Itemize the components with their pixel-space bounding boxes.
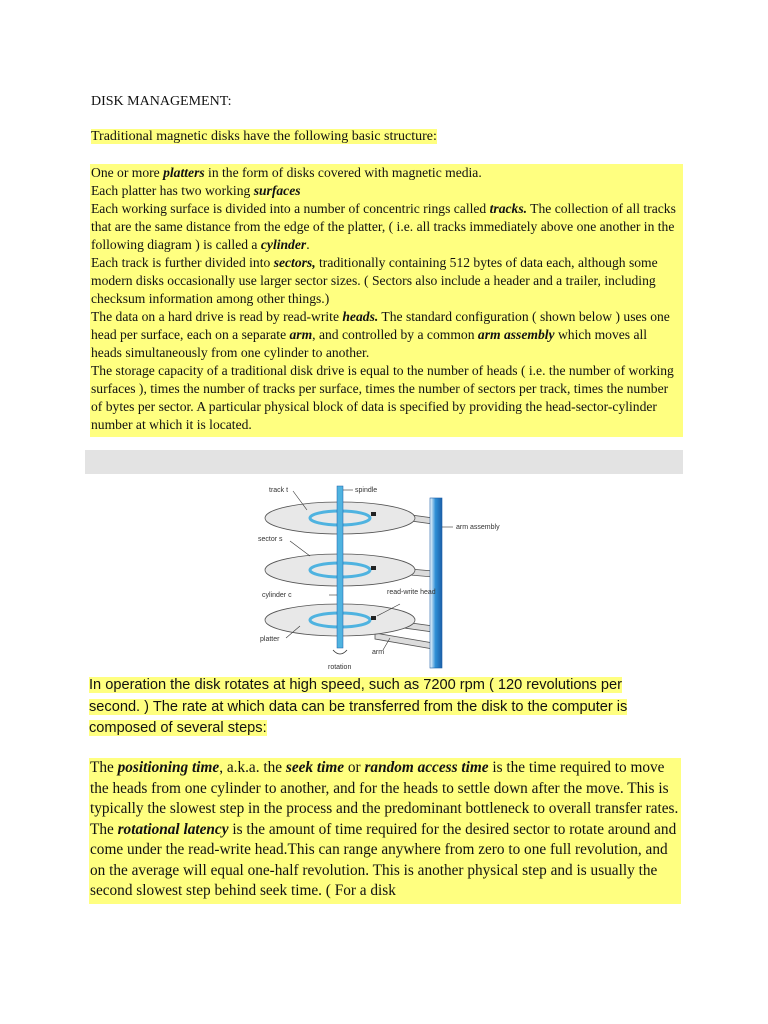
text-run: , and controlled by a common	[312, 327, 478, 342]
label-arm-assembly: arm assembly	[456, 524, 500, 531]
key-term: random access time	[364, 759, 489, 776]
text-run: The collection of all tracks that are the same distance from the edge of the platter, ( i.e. all tracks immediately above one another in the following diagram ) is called a	[91, 201, 676, 252]
key-term: arm	[289, 327, 313, 342]
text-run: is the time required to move the heads from one cylinder to another, and for the heads to settle down after the move. This is typically the slowest step in the process and the predominant bottleneck to overall transfer rates.	[90, 759, 679, 817]
label-sector: sector s	[258, 536, 283, 543]
text-run: The data on a hard drive is read by read-write	[91, 309, 343, 324]
label-arm: arm	[372, 649, 385, 656]
text-run: which moves all heads simultaneously from one cylinder to another.	[91, 327, 648, 360]
structure-paragraph	[91, 308, 681, 362]
timing-paragraph	[90, 820, 679, 902]
operation-paragraph	[89, 675, 671, 740]
spindle	[337, 486, 343, 648]
intro-text: Traditional magnetic disks have the following basic structure:	[91, 129, 437, 144]
rotation-arrow	[333, 650, 347, 654]
key-term: seek time	[285, 759, 345, 776]
timing-paragraph	[90, 758, 679, 820]
structure-paragraph	[91, 254, 681, 308]
arm-assembly-column	[430, 498, 442, 668]
key-term: sectors,	[273, 255, 316, 270]
structure-paragraph	[91, 182, 681, 200]
disk-structure-diagram	[255, 478, 525, 673]
text-run: traditionally containing 512 bytes of data each, although some modern disks occasionally use larger sector sizes. ( Sectors also include a header and a trailer, including checksum information among other things.)	[91, 255, 658, 306]
key-term: tracks.	[489, 201, 528, 216]
disk-structure-block	[90, 164, 683, 437]
text-run: The storage capacity of a traditional disk drive is equal to the number of heads ( i.e. the number of working surfaces ), times the number of tracks per surface, times the number of sectors per track, times the number of bytes per sector. A particular physical block of data is specified by providing the head-sector-cylinder number at which it is located.	[91, 363, 674, 432]
text-run: Each platter has two working	[91, 183, 254, 198]
label-spindle: spindle	[355, 487, 378, 494]
text-run: in the form of disks covered with magnetic media.	[204, 165, 482, 180]
operation-line: In operation the disk rotates at high speed, such as 7200 rpm ( 120 revolutions per	[89, 677, 622, 693]
transfer-timing-block	[89, 758, 681, 904]
text-run: or	[344, 759, 365, 776]
text-run: , a.k.a. the	[219, 759, 286, 776]
label-cylinder: cylinder c	[262, 592, 292, 599]
structure-paragraph	[91, 362, 681, 434]
structure-paragraph	[91, 164, 681, 182]
key-term: surfaces	[253, 183, 301, 198]
label-rotation: rotation	[328, 664, 352, 671]
section-heading: DISK MANAGEMENT:	[91, 94, 232, 109]
structure-paragraph	[91, 200, 681, 254]
operation-line: second. ) The rate at which data can be transferred from the disk to the computer is	[89, 698, 628, 715]
text-run: .	[306, 237, 310, 252]
gray-divider-bar	[85, 450, 683, 474]
text-run: The	[90, 820, 118, 838]
intro-line	[91, 129, 437, 145]
text-run: Each working surface is divided into a number of concentric rings called	[91, 201, 490, 216]
label-track: track t	[269, 487, 289, 494]
key-term: arm assembly	[477, 327, 555, 342]
label-platter: platter	[260, 636, 280, 643]
key-term: cylinder	[260, 237, 307, 252]
key-term: heads.	[342, 309, 379, 324]
key-term: platters	[163, 165, 205, 180]
text-run: is the amount of time required for the desired sector to rotate around and come under the read-write head.This can range anywhere from zero to one full revolution, and on the average will equal one-half revolution. This is another physical step and is usually the second slowest step behind seek time. ( For a disk	[90, 820, 677, 899]
text-run: Each track is further divided into	[91, 255, 274, 270]
text-run: The	[90, 759, 118, 776]
text-run: The standard configuration ( shown below ) uses one head per surface, each on a separate	[91, 309, 670, 342]
label-read-write-head: read-write head	[387, 589, 436, 596]
text-run: One or more	[91, 165, 164, 180]
operation-line: composed of several steps:	[89, 720, 267, 736]
key-term: positioning time	[117, 759, 220, 776]
key-term: rotational latency	[117, 820, 229, 838]
